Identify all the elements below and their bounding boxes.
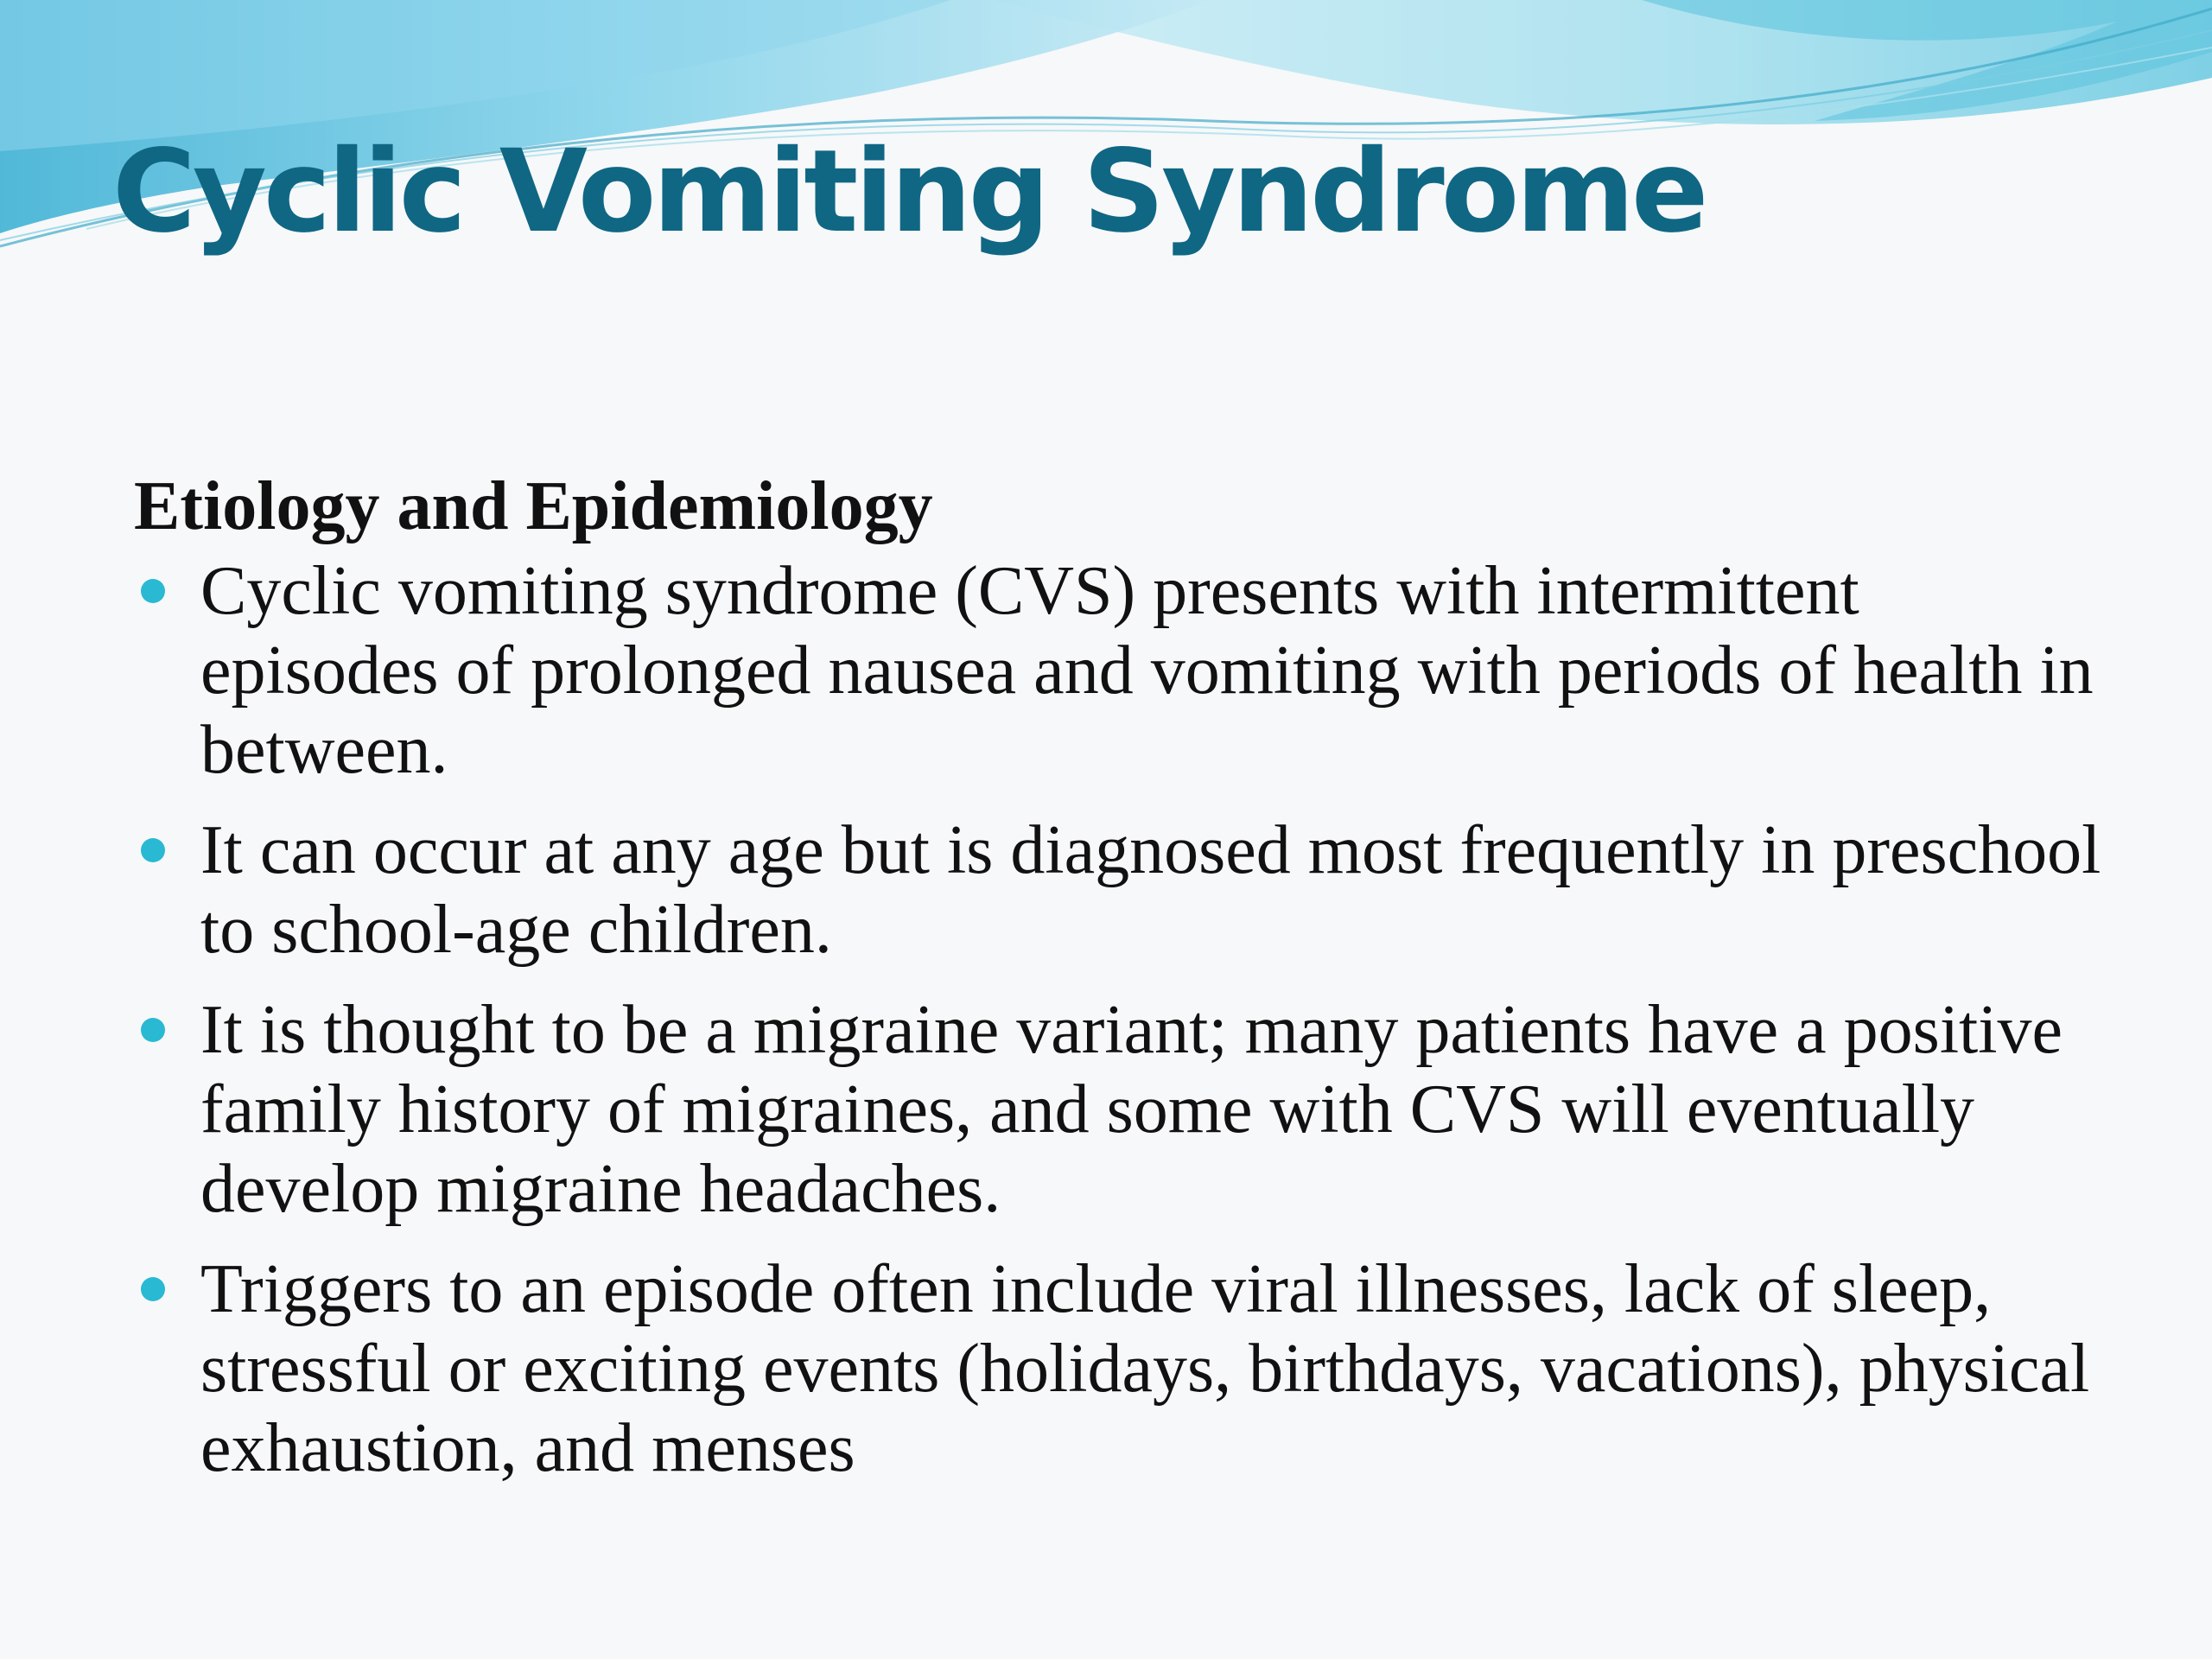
round-bullet-icon bbox=[141, 1018, 165, 1042]
bullet-text: It is thought to be a migraine variant; many patients have a positive family history of migraines, and some with CVS will eventually develop migraine headaches. bbox=[200, 992, 2063, 1227]
list-item bbox=[134, 551, 2104, 790]
slide-title: Cyclic Vomiting Syndrome bbox=[112, 125, 1706, 258]
round-bullet-icon bbox=[141, 579, 165, 603]
round-bullet-icon bbox=[141, 1277, 165, 1301]
list-item bbox=[134, 990, 2104, 1229]
slide-content bbox=[134, 467, 2104, 1509]
bullet-text: Cyclic vomiting syndrome (CVS) presents with intermittent episodes of prolonged nausea and vomiting with periods of health in between. bbox=[200, 553, 2094, 788]
bullet-text: It can occur at any age but is diagnosed most frequently in preschool to school-age children. bbox=[200, 812, 2101, 968]
bullet-list bbox=[134, 551, 2104, 1488]
list-item bbox=[134, 810, 2104, 969]
section-subheading: Etiology and Epidemiology bbox=[134, 468, 933, 544]
list-item bbox=[134, 1249, 2104, 1488]
round-bullet-icon bbox=[141, 838, 165, 862]
bullet-text: Triggers to an episode often include viral illnesses, lack of sleep, stressful or exciting events (holidays, birthdays, vacations), physical exhaustion, and menses bbox=[200, 1251, 2090, 1486]
